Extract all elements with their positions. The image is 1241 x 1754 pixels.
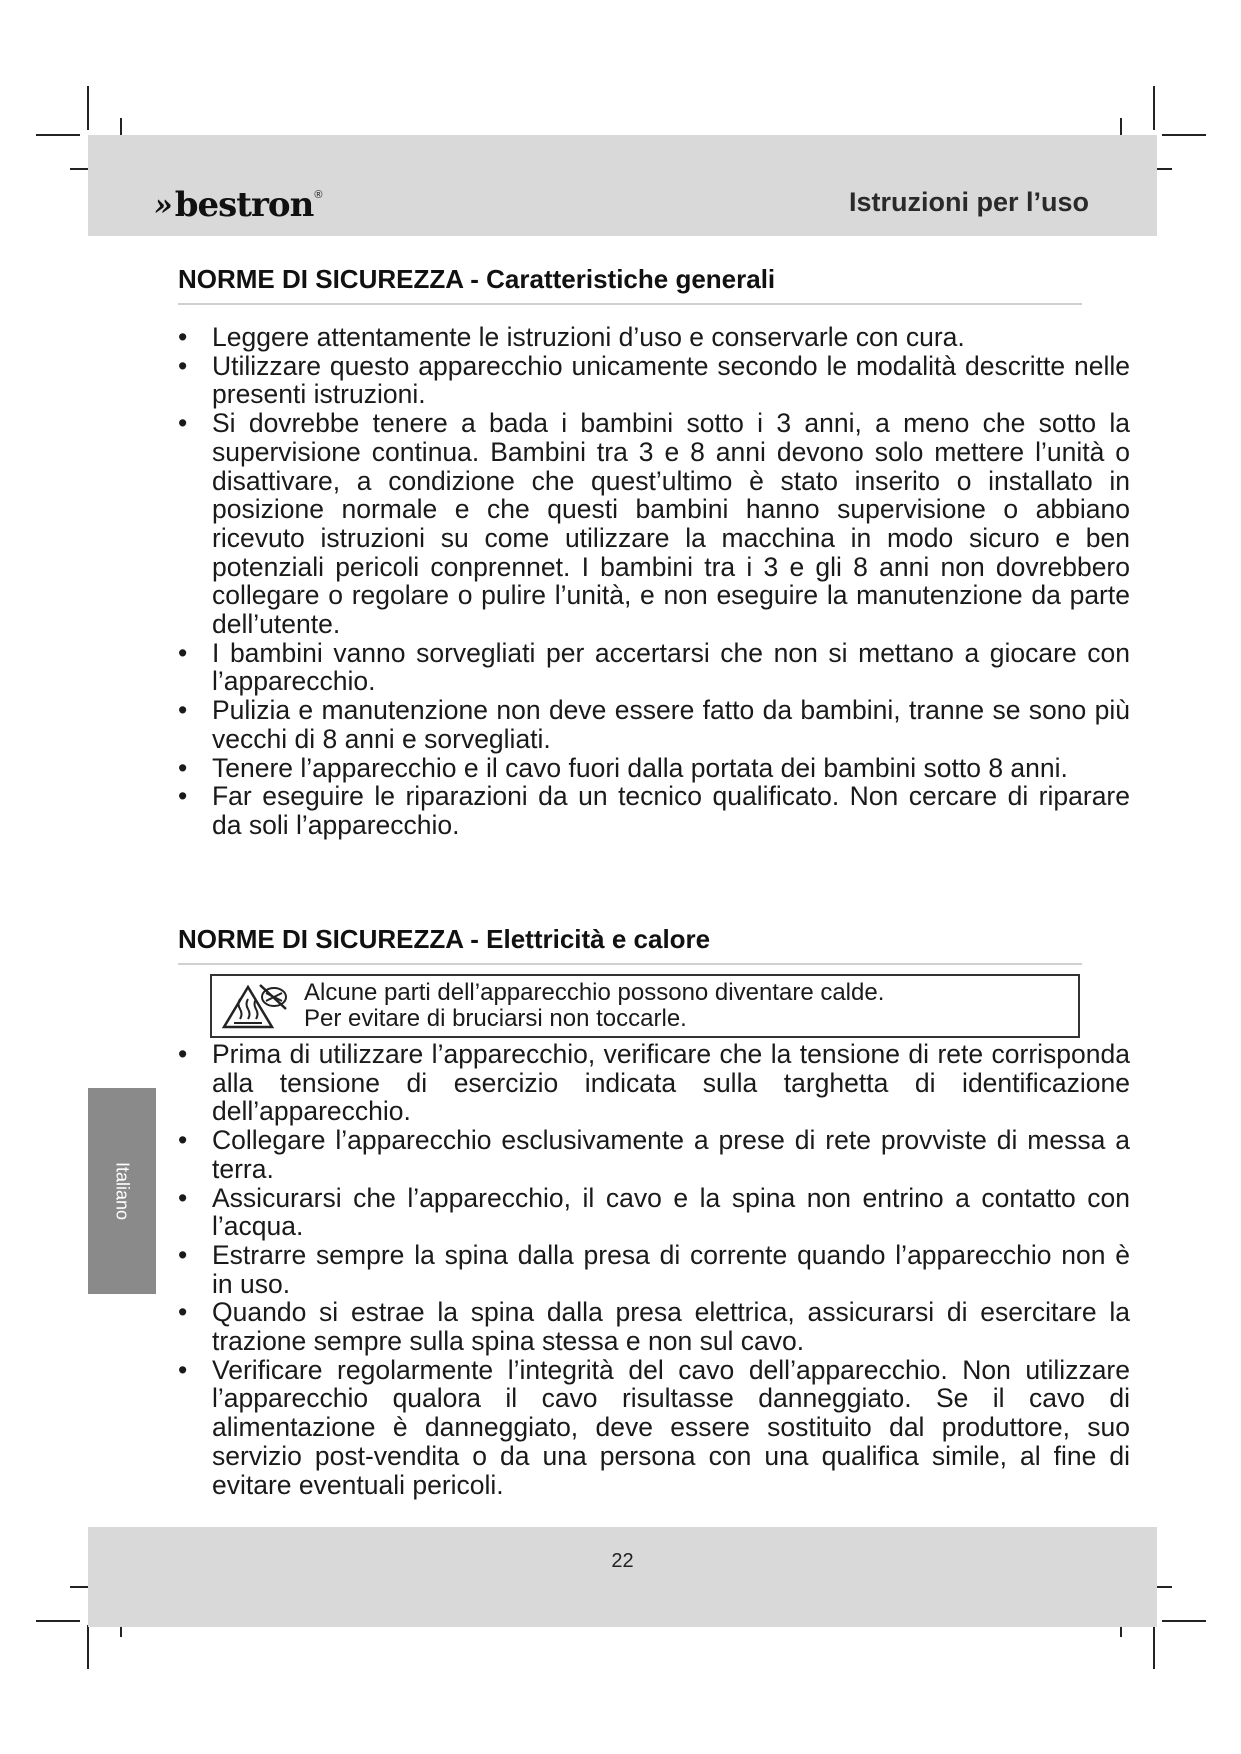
hot-surface-warning <box>210 974 1080 1038</box>
language-label: Italiano <box>112 1161 133 1221</box>
warning-line-1: Alcune parti dell’apparecchio possono diventare calde. <box>304 979 885 1006</box>
crop-mark <box>36 134 80 136</box>
list-item: • Si dovrebbe tenere a bada i bambini sotto i 3 anni, a meno che sotto la supervisione continua. Bambini tra 3 e 8 anni devono solo mettere l’unità o disattivare, a condizione che quest’ultimo è stato inserito o installato in posizione normale e che questi bambini hanno supervisione o abbiano ricevuto istruzioni su come utilizzare la macchina in modo sicuro e ben potenziali pericoli conprennet. I bambini tra i 3 e gli 8 anni non dovrebbero collegare o regolare o pulire l’unità, e non eseguire la manutenzione da parte dell’utente. <box>178 409 1130 639</box>
list-item: • Far eseguire le riparazioni da un tecnico qualificato. Non cercare di riparare da soli l’apparecchio. <box>178 782 1130 839</box>
list-item: • Collegare l’apparecchio esclusivamente a prese di rete provviste di messa a terra. <box>178 1126 1130 1183</box>
brand-logo <box>154 185 322 225</box>
list-item: • Assicurarsi che l’apparecchio, il cavo e la spina non entrino a contatto con l’acqua. <box>178 1184 1130 1241</box>
electricity-safety-list <box>178 1040 1130 1499</box>
list-item: • Pulizia e manutenzione non deve essere fatto da bambini, tranne se sono più vecchi di 8 anni e sorvegliati. <box>178 696 1130 753</box>
crop-mark <box>87 86 89 130</box>
warning-line-2: Per evitare di bruciarsi non toccarle. <box>304 1005 687 1032</box>
registered-mark: ® <box>314 189 323 201</box>
list-item: • I bambini vanno sorvegliati per accertarsi che non si mettano a giocare con l’apparecchio. <box>178 639 1130 696</box>
footer-band <box>88 1527 1157 1627</box>
crop-mark <box>1162 1620 1206 1622</box>
crop-mark <box>1153 1625 1155 1669</box>
section-title-general: NORME DI SICUREZZA - Caratteristiche generali <box>178 264 1082 305</box>
brand-chevron-icon: » <box>154 187 169 223</box>
crop-mark <box>87 1625 89 1669</box>
crop-mark <box>36 1620 80 1622</box>
crop-mark <box>1153 86 1155 130</box>
list-item: • Prima di utilizzare l’apparecchio, verificare che la tensione di rete corrisponda alla tensione di esercizio indicata sulla targhetta di identificazione dell’apparecchio. <box>178 1040 1130 1126</box>
hot-surface-warning-icon <box>220 981 290 1031</box>
list-item: • Verificare regolarmente l’integrità del cavo dell’apparecchio. Non utilizzare l’apparecchio qualora il cavo risultasse danneggiato. Se il cavo di alimentazione è danneggiato, deve essere sostituito dal produttore, suo servizio post-vendita o da una persona con una qualifica simile, al fine di evitare eventuali pericoli. <box>178 1356 1130 1500</box>
brand-name: bestron <box>174 185 314 225</box>
page-number: 22 <box>611 1550 634 1572</box>
list-item: • Utilizzare questo apparecchio unicamente secondo le modalità descritte nelle presenti istruzioni. <box>178 352 1130 409</box>
language-tab <box>88 1088 156 1294</box>
header-band <box>88 135 1157 236</box>
crop-mark <box>1162 134 1206 136</box>
list-item: • Leggere attentamente le istruzioni d’uso e conservarle con cura. <box>178 323 1130 352</box>
section-title-electricity: NORME DI SICUREZZA - Elettricità e calore <box>178 924 1082 965</box>
warning-text <box>304 980 884 1032</box>
page-title: Istruzioni per l’uso <box>848 187 1089 217</box>
list-item: • Estrarre sempre la spina dalla presa di corrente quando l’apparecchio non è in uso. <box>178 1241 1130 1298</box>
list-item: • Tenere l’apparecchio e il cavo fuori dalla portata dei bambini sotto 8 anni. <box>178 754 1130 783</box>
general-safety-list <box>178 323 1130 840</box>
list-item: • Quando si estrae la spina dalla presa elettrica, assicurarsi di esercitare la trazione sempre sulla spina stessa e non sul cavo. <box>178 1298 1130 1355</box>
